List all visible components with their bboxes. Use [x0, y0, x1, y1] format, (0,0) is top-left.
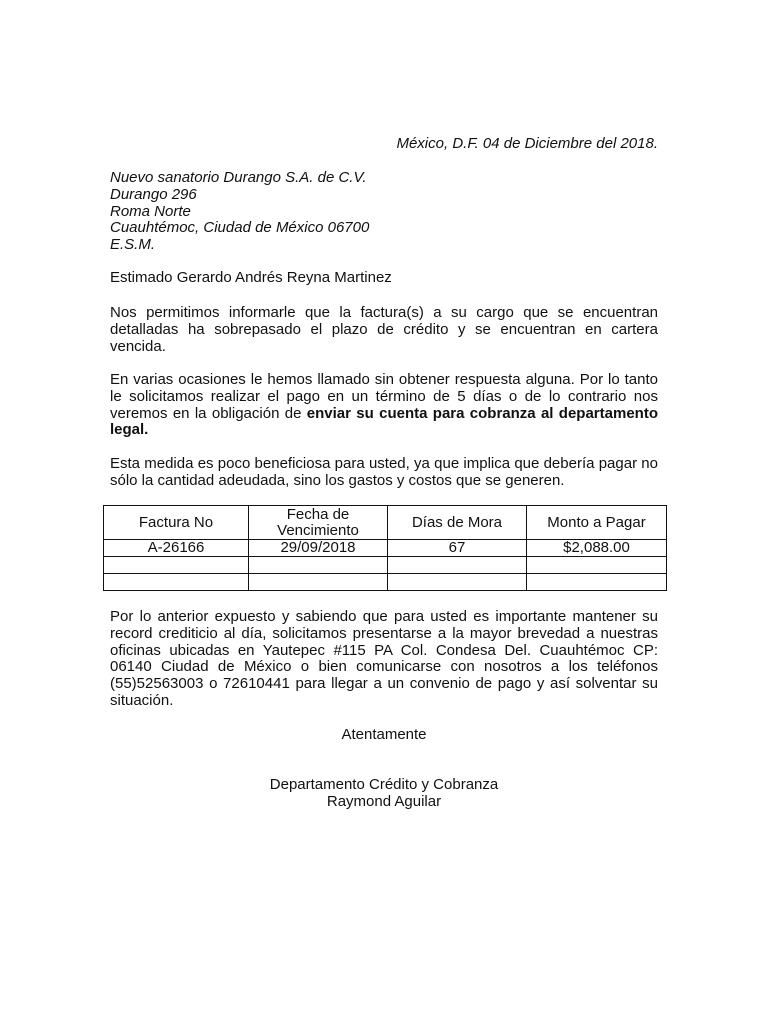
cell-due-date: 29/09/2018 — [249, 540, 388, 557]
header-amount-due: Monto a Pagar — [527, 506, 667, 540]
cell-days-overdue — [388, 574, 527, 591]
recipient-neighborhood: Roma Norte — [110, 202, 191, 220]
invoice-table — [103, 505, 667, 591]
table-row — [104, 557, 667, 574]
cell-invoice-number — [104, 557, 249, 574]
recipient-street: Durango 296 — [110, 185, 197, 203]
recipient-attention: E.S.M. — [110, 236, 156, 254]
closing: Atentamente — [341, 726, 427, 743]
paragraph-payment-request-text: En varias ocasiones le hemos llamado sin obtener respuesta alguna. Por lo tanto le solicitamos realizar el pago en un término de 5 días o de lo contrario nos veremos en la obligación de — [110, 371, 658, 422]
paragraph-consequence: Esta medida es poco beneficiosa para usted, ya que implica que debería pagar no sólo la cantidad adeudada, sino los gastos y costos que se generen. — [110, 455, 658, 489]
paragraph-contact-info: Por lo anterior expuesto y sabiendo que para usted es importante mantener su record crediticio al día, solicitamos presentarse a la mayor brevedad a nuestras oficinas ubicadas en Yautepec #115 PA Col. Condesa Del. Cuauhtémoc CP: 06140 Ciudad de México o bien comunicarse con nosotros a los teléfonos (55)52563003 o 72610441 para llegar a un convenio de pago y así solventar su situación. — [110, 608, 658, 709]
cell-amount-due: $2,088.00 — [527, 540, 667, 557]
cell-days-overdue: 67 — [388, 540, 527, 557]
recipient-address — [110, 170, 658, 254]
paragraph-overdue-notice: Nos permitimos informarle que la factura(s) a su cargo que se encuentran detalladas ha sobrepasado el plazo de crédito y se encuentran en cartera vencida. — [110, 304, 658, 355]
table-row — [104, 574, 667, 591]
header-due-date: Fecha de Vencimiento — [249, 506, 388, 540]
cell-amount-due — [527, 574, 667, 591]
cell-days-overdue — [388, 557, 527, 574]
recipient-city: Cuauhtémoc, Ciudad de México 06700 — [110, 219, 370, 237]
signature-name: Raymond Aguilar — [326, 792, 442, 810]
header-invoice-number: Factura No — [104, 506, 249, 540]
date-line: México, D.F. 04 de Diciembre del 2018. — [396, 135, 658, 152]
cell-due-date — [249, 574, 388, 591]
invoice-table-header — [104, 506, 667, 540]
recipient-company: Nuevo sanatorio Durango S.A. de C.V. — [110, 169, 367, 186]
cell-due-date — [249, 557, 388, 574]
table-row — [104, 540, 667, 557]
paragraph-payment-request-bold: enviar su cuenta para cobranza al departamento legal. — [110, 404, 658, 439]
greeting: Estimado Gerardo Andrés Reyna Martinez — [110, 269, 392, 286]
cell-invoice-number — [104, 574, 249, 591]
cell-amount-due — [527, 557, 667, 574]
paragraph-payment-request — [110, 372, 658, 439]
header-days-overdue: Días de Mora — [388, 506, 527, 540]
signature-block — [110, 777, 658, 811]
signature-department: Departamento Crédito y Cobranza — [269, 776, 499, 793]
cell-invoice-number: A-26166 — [104, 540, 249, 557]
